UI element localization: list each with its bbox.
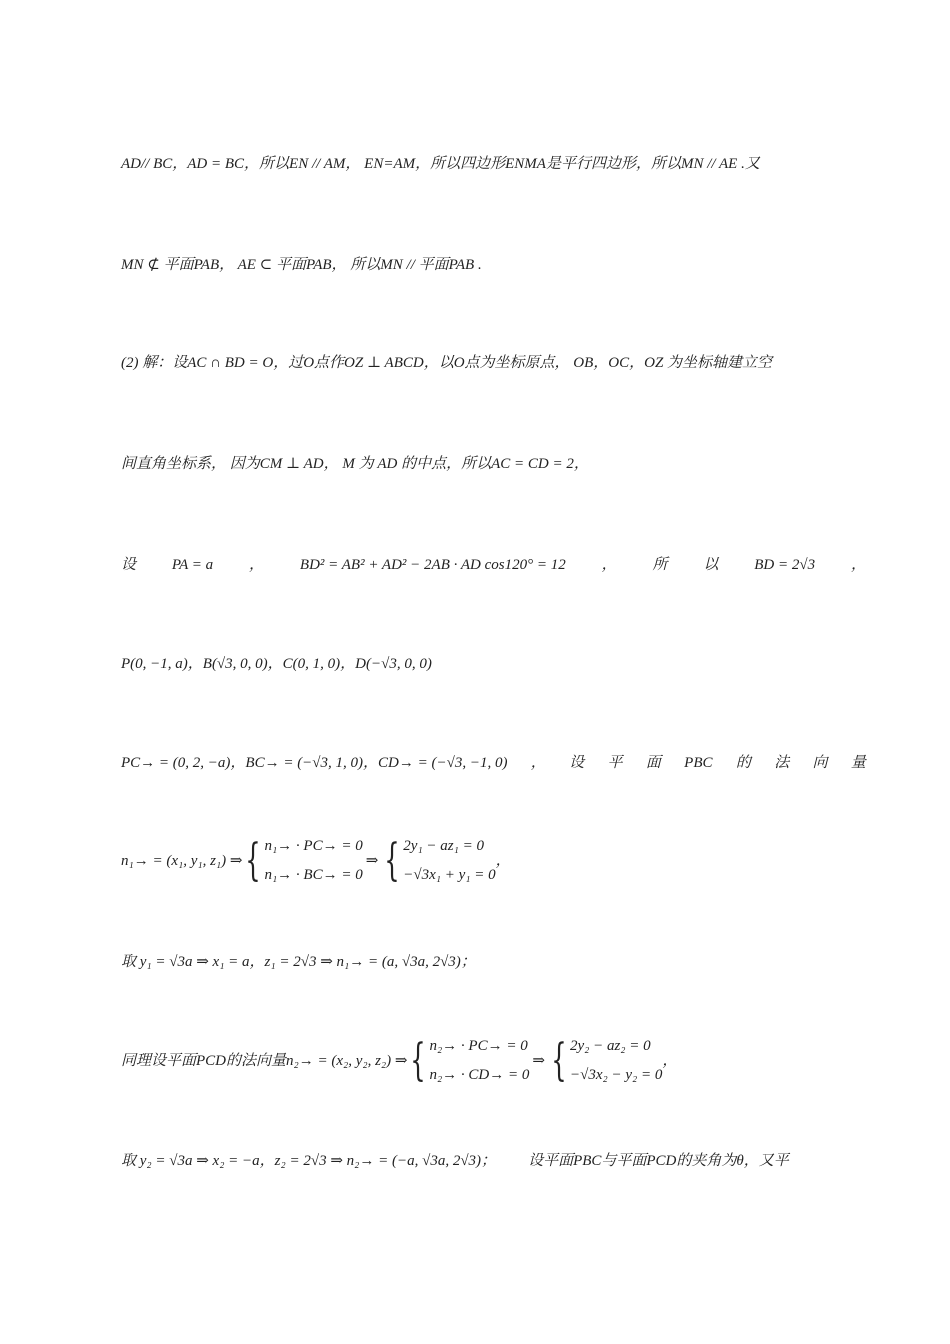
line5-token: BD² = AB² + AD² − 2AB · AD cos120° = 12	[299, 557, 566, 573]
line11-part: 取 y₂ = √3a ⇒ x₂ = −a，z₂ = 2√3 ⇒ n₂→ = (−a, √3a, 2√3)；	[121, 1153, 497, 1169]
line5-token: PA = a	[171, 557, 214, 573]
system2-right	[548, 1032, 662, 1090]
implies-arrow: ⇒	[365, 853, 379, 869]
line5-token: ，	[850, 557, 866, 573]
line7-token: 平	[607, 755, 623, 771]
line5-token: BD = 2√3	[754, 557, 816, 573]
text-line-5	[121, 555, 866, 575]
system1-row: 2y₁ − az₁ = 0	[403, 838, 484, 854]
line5-token: 设	[121, 557, 137, 573]
line7-token: 的	[735, 755, 751, 771]
left-brace-icon: {	[245, 835, 262, 886]
system2-tail: ，	[662, 1053, 678, 1069]
system1-tail: ，	[495, 853, 511, 869]
line5-token: 所	[652, 557, 668, 573]
line7-token: PC→ = (0, 2, −a)，BC→ = (−√3, 1, 0)，CD→ = (−√3, −1, 0)	[121, 755, 508, 771]
system1-lhs: n₁→ = (x₁, y₁, z₁) ⇒	[121, 853, 243, 869]
text-line-6: P(0, −1, a)，B(√3, 0, 0)，C(0, 1, 0)，D(−√3, 0, 0)	[121, 656, 432, 672]
equation-system-2	[121, 1031, 866, 1091]
text-line-3: (2) 解：设AC ∩ BD = O，过O点作OZ ⊥ ABCD，以O点为坐标原点， OB，OC，OZ 为坐标轴建立空	[121, 355, 773, 371]
system2-row: 2y₂ − az₂ = 0	[569, 1038, 651, 1054]
system1-row: n₁→ · PC→ = 0	[264, 838, 363, 854]
text-line-1: AD// BC，AD = BC，所以EN // AM， EN=AM，所以四边形ENMA是平行四边形，所以MN // AE .又	[121, 156, 760, 172]
system2-lhs: 同理设平面PCD的法向量n₂→ = (x₂, y₂, z₂) ⇒	[121, 1053, 408, 1069]
system1-right	[381, 832, 495, 890]
line5-token: ，	[601, 557, 617, 573]
equation-system-1	[121, 831, 866, 891]
line7-token: PBC	[684, 755, 713, 771]
line7-token: 向	[812, 755, 828, 771]
line7-token: 法	[774, 755, 790, 771]
left-brace-icon: {	[551, 1035, 567, 1086]
line7-token: 设	[569, 755, 585, 771]
line11-part: 设平面PBC与平面PCD的夹角为θ，又平	[528, 1153, 789, 1169]
system1-left	[242, 832, 362, 890]
system2-row: n₂→ · CD→ = 0	[429, 1067, 530, 1083]
line5-token: 以	[703, 557, 719, 573]
text-line-7	[121, 753, 866, 773]
text-line-4: 间直角坐标系， 因为CM ⊥ AD， M 为 AD 的中点，所以AC = CD = 2，	[121, 456, 589, 472]
system1-row: −√3x₁ + y₁ = 0	[403, 867, 496, 883]
system2-left	[407, 1032, 529, 1090]
left-brace-icon: {	[410, 1035, 427, 1086]
text-line-2: MN ⊄ 平面PAB， AE ⊂ 平面PAB， 所以MN // 平面PAB .	[121, 257, 482, 273]
implies-arrow: ⇒	[532, 1053, 545, 1069]
line7-token: ，	[530, 755, 546, 771]
line7-token: 量	[850, 755, 866, 771]
system2-row: n₂→ · PC→ = 0	[429, 1038, 528, 1054]
system1-row: n₁→ · BC→ = 0	[264, 867, 363, 883]
text-line-11	[121, 1151, 866, 1171]
line7-token: 面	[645, 755, 661, 771]
system2-row: −√3x₂ − y₂ = 0	[569, 1067, 663, 1083]
line5-token: ，	[249, 557, 265, 573]
left-brace-icon: {	[384, 835, 400, 886]
text-line-9: 取 y₁ = √3a ⇒ x₁ = a，z₁ = 2√3 ⇒ n₁→ = (a, √3a, 2√3)；	[121, 954, 476, 970]
